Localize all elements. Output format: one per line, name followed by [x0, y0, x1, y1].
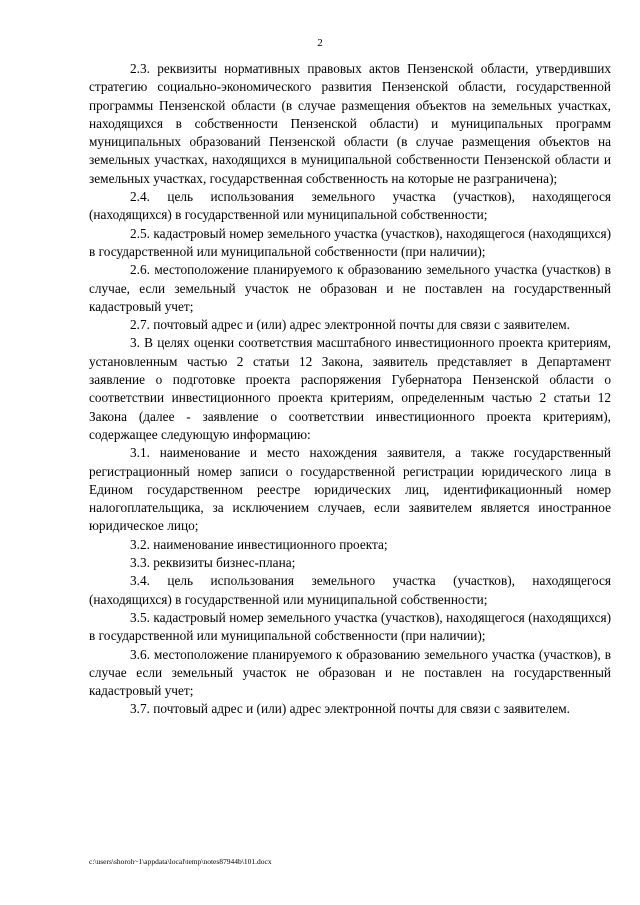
paragraph-3-5: 3.5. кадастровый номер земельного участка (участков), находящегося (находящихся) в государственной или муниципальной собственности (при наличии);	[89, 609, 611, 644]
paragraph-2-6: 2.6. местоположение планируемого к образованию земельного участка (участков) в случае, если земельный участок не образован и не поставлен на государственный кадастровый учет;	[89, 262, 611, 314]
page-number: 2	[317, 37, 323, 49]
paragraph-3-7: 3.7. почтовый адрес и (или) адрес электронной почты для связи с заявителем.	[130, 701, 570, 717]
paragraph-3-6: 3.6. местоположение планируемого к образованию земельного участка (участков), в случае если земельный участок не образован и не поставлен на государственный кадастровый учет;	[89, 646, 611, 699]
paragraph-2-3: 2.3. реквизиты нормативных правовых актов Пензенской области, утвердивших стратегию социально-экономического развития Пензенской области, государственной программы Пензенской области (в случае размещения объектов на земельных участках, находящихся в собственности Пензенской области) и муниципальных программ муниципальных образований Пензенской области (в случае размещения объектов на земельных участках, находящихся в муниципальной собственности Пензенской области и земельных участках, государственная собственность на которые не разграничена);	[89, 61, 611, 186]
paragraph-2-4: 2.4. цель использования земельного участка (участков), находящегося (находящихся) в государственной или муниципальной собственности;	[89, 189, 611, 223]
paragraph-3-1: 3.1. наименование и место нахождения заявителя, а также государственный регистрационный номер записи о государственной регистрации юридического лица в Едином государственном реестре юридических лиц, идентификационный номер налогоплательщика, за исключением случаев, если заявителем является иностранное юридическое лицо;	[89, 445, 611, 534]
paragraph-2-7: 2.7. почтовый адрес и (или) адрес электронной почты для связи с заявителем.	[130, 317, 570, 333]
paragraph-2-5: 2.5. кадастровый номер земельного участка (участков), находящегося (находящихся) в государственной или муниципальной собственности (при наличии);	[89, 225, 611, 259]
paragraph-3-4: 3.4. цель использования земельного участка (участков), находящегося (находящихся) в государственной или муниципальной собственности;	[89, 573, 611, 607]
paragraph-3: 3. В целях оценки соответствия масштабного инвестиционного проекта критериям, установленным частью 2 статьи 12 Закона, заявитель представляет в Департамент заявление о подготовке проекта распоряжения Губернатора Пензенской области о соответствии инвестиционного проекта критериям, определенным частью 2 статьи 12 Закона (далее - заявление о соответствии инвестиционного проекта критериям), содержащее следующую информацию:	[89, 335, 611, 442]
paragraph-3-2: 3.2. наименование инвестиционного проекта;	[130, 536, 388, 552]
paragraph-3-3: 3.3. реквизиты бизнес-плана;	[130, 555, 296, 571]
footer-file-path: c:\users\shoroh~1\appdata\local\temp\notes87944b\101.docx	[89, 857, 272, 866]
document-body	[89, 60, 611, 719]
